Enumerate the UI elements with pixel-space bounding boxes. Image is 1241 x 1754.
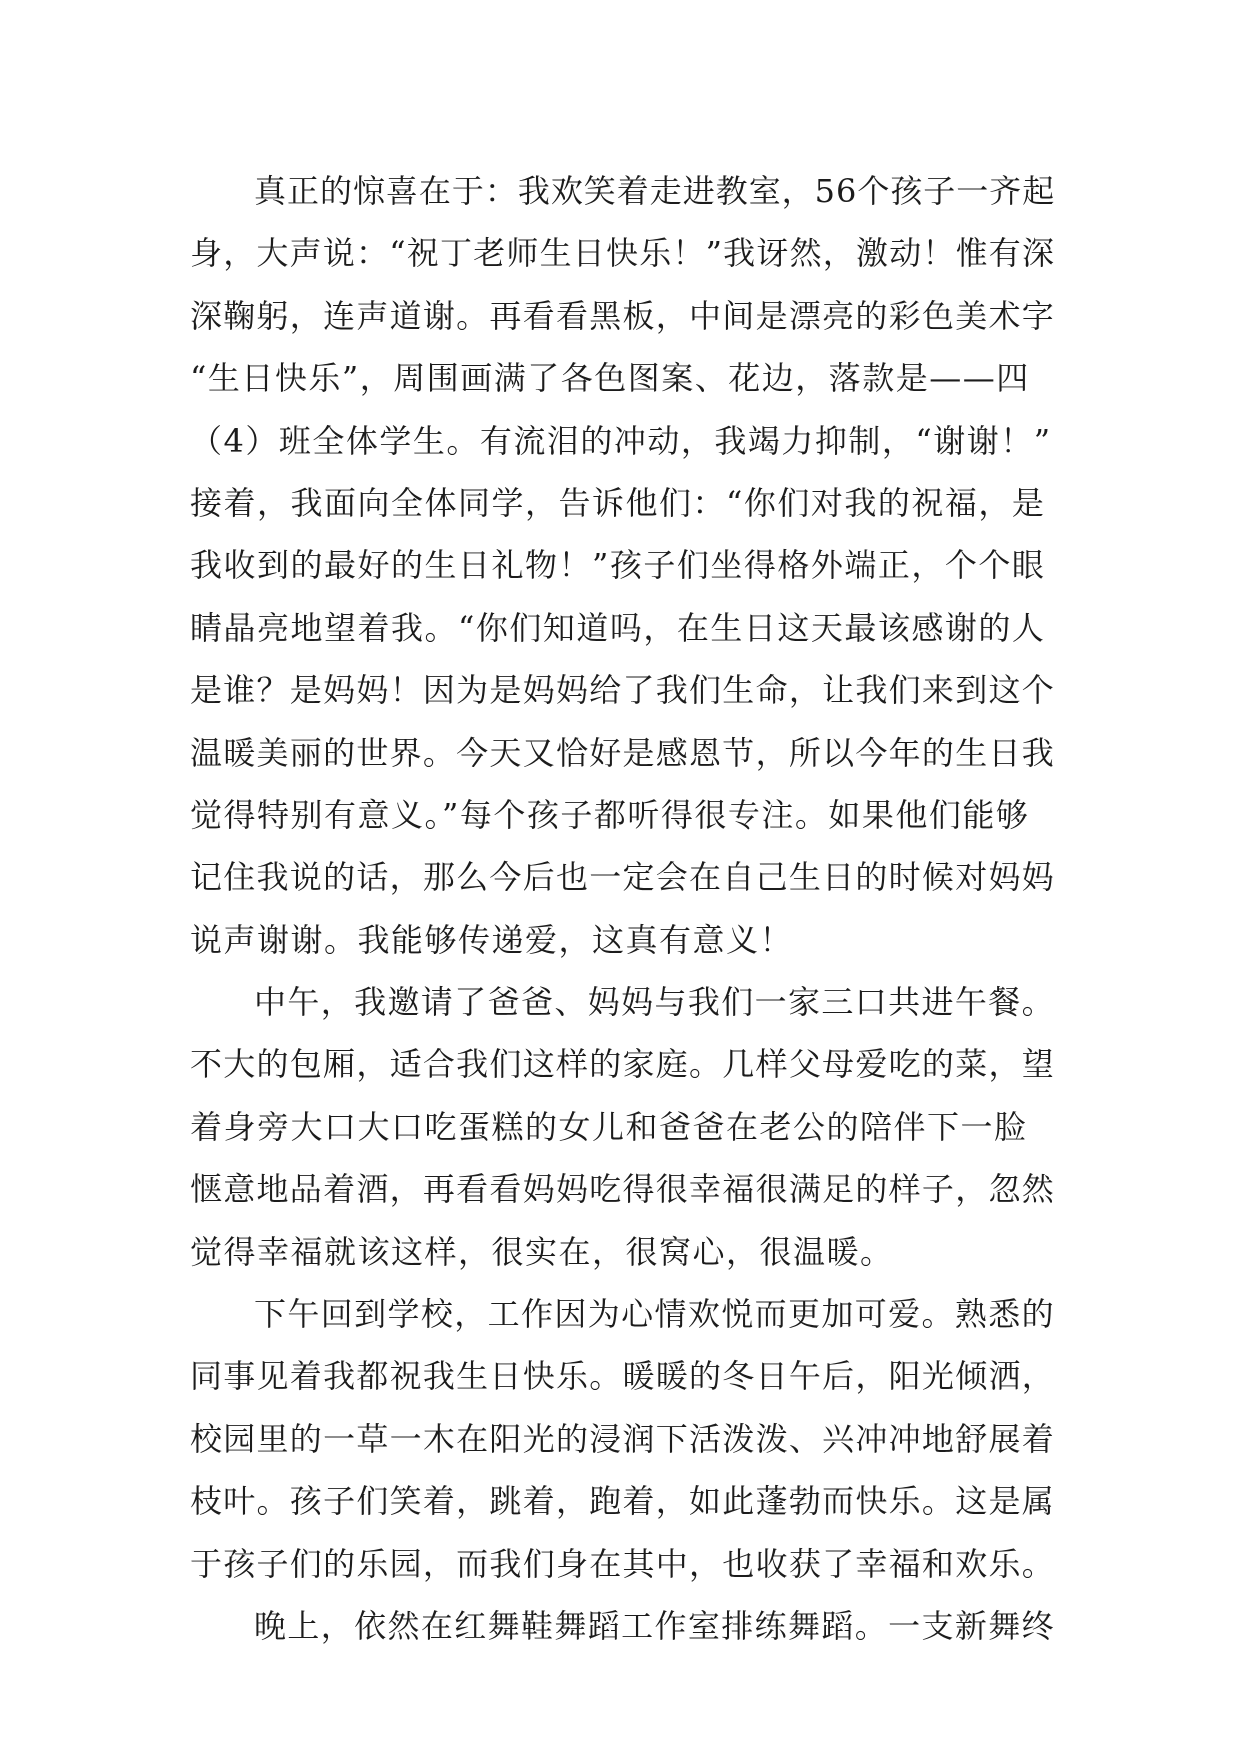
paragraph-first-line: 真正的惊喜在于：我欢笑着走进教室，56个孩子一齐起 (254, 172, 1056, 210)
text-line: 觉得幸福就该这样，很实在，很窝心，很温暖。 (190, 1232, 894, 1271)
text-line: 惬意地品着酒，再看看妈妈吃得很幸福很满足的样子，忽然 (190, 1170, 1056, 1209)
text-line: （4）班全体学生。有流泪的冲动，我竭力抑制，“谢谢！” (190, 421, 1052, 460)
text-line: 着身旁大口大口吃蛋糕的女儿和爸爸在老公的陪伴下一脸 (190, 1107, 1028, 1146)
text-line: 温暖美丽的世界。今天又恰好是感恩节，所以今年的生日我 (190, 733, 1056, 772)
text-line: 枝叶。孩子们笑着，跳着，跑着，如此蓬勃而快乐。这是属 (190, 1482, 1056, 1521)
text-line: 于孩子们的乐园，而我们身在其中，也收获了幸福和欢乐。 (190, 1544, 1056, 1583)
text-line: “生日快乐”，周围画满了各色图案、花边，落款是——四 (190, 359, 1030, 398)
text-line: 睛晶亮地望着我。“你们知道吗，在生日这天最该感谢的人 (190, 608, 1046, 647)
text-line: 记住我说的话，那么今后也一定会在自己生日的时候对妈妈 (190, 858, 1056, 897)
paragraph-first-line: 下午回到学校，工作因为心情欢悦而更加可爱。熟悉的 (254, 1295, 1056, 1334)
text-line: 校园里的一草一木在阳光的浸润下活泼泼、兴冲冲地舒展着 (190, 1419, 1056, 1458)
text-line: 深鞠躬，连声道谢。再看看黑板，中间是漂亮的彩色美术字 (190, 296, 1056, 335)
paragraph-first-line: 中午，我邀请了爸爸、妈妈与我们一家三口共进午餐。 (254, 983, 1056, 1022)
text-line: 是谁？是妈妈！因为是妈妈给了我们生命，让我们来到这个 (190, 671, 1056, 710)
text-line: 我收到的最好的生日礼物！”孩子们坐得格外端正，个个眼 (190, 546, 1046, 585)
paragraph-first-line: 晚上，依然在红舞鞋舞蹈工作室排练舞蹈。一支新舞终 (254, 1606, 1056, 1645)
text-line: 接着，我面向全体同学，告诉他们：“你们对我的祝福，是 (190, 483, 1046, 522)
body-text (190, 160, 1055, 1657)
text-line: 身，大声说：“祝丁老师生日快乐！”我讶然，激动！惟有深 (190, 234, 1056, 273)
text-line: 同事见着我都祝我生日快乐。暖暖的冬日午后，阳光倾洒， (190, 1357, 1056, 1396)
text-line: 觉得特别有意义。”每个孩子都听得很专注。如果他们能够 (190, 795, 1030, 834)
text-line: 说声谢谢。我能够传递爱，这真有意义！ (190, 920, 794, 959)
text-line: 不大的包厢，适合我们这样的家庭。几样父母爱吃的菜，望 (190, 1045, 1056, 1084)
